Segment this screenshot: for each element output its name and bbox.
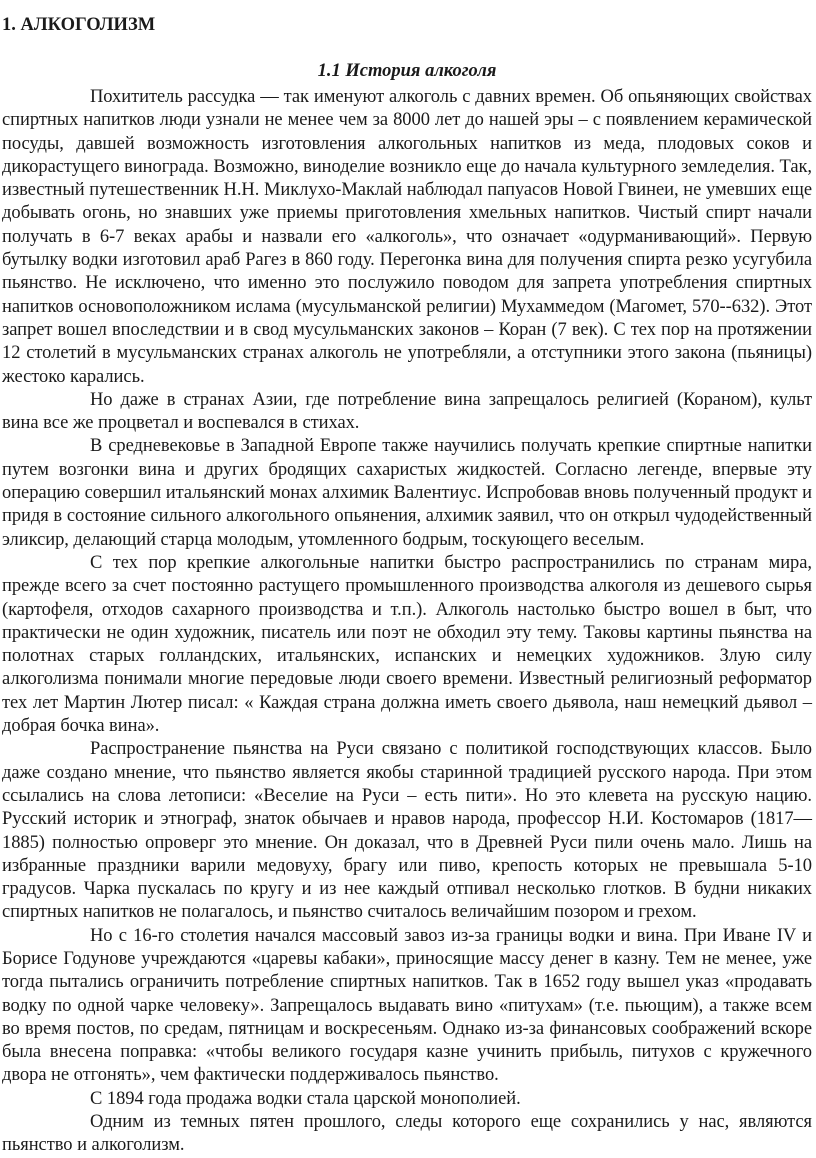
paragraph: В средневековье в Западной Европе также научились получать крепкие спиртные напитки путем возгонки вина и других бродящих сахаристых жидкостей. Согласно легенде, впервые эту операцию совершил итальянский монах алхимик Валентиус. Испробовав вновь полученный продукт и придя в состояние сильного алкогольного опьянения, алхимик заявил, что он открыл чудодейственный эликсир, делающий старца молодым, утомленного бодрым, тоскующего веселым.: [2, 436, 812, 550]
paragraph: Но даже в странах Азии, где потребление вина запрещалось религией (Кораном), культ вина все же процветал и воспевался в стихах.: [2, 389, 812, 434]
paragraph: Но с 16-го столетия начался массовый завоз из-за границы водки и вина. При Иване IV и Борисе Годунове учреждаются «царевы кабаки», приносящие массу денег в казну. Тем не менее, уже тогда пытались ограничить потребление спиртных напитков. Так в 1652 году вышел указ «продавать водку по одной чарке человеку». Запрещалось выдавать вино «питухам» (т.е. пьющим), а также всем во время постов, по средам, пятницам и воскресеньям. Однако из-за финансовых соображений вскоре была внесена поправка: «чтобы великого государя казне учинить прибыль, питухов с кружечного двора не отгонять», чем фактически поддерживалось пьянство.: [2, 925, 812, 1086]
document-page: [2, 0, 812, 1158]
paragraph: С 1894 года продажа водки стала царской монополией.: [90, 1088, 521, 1109]
paragraph: Распространение пьянства на Руси связано с политикой господствующих классов. Было даже создано мнение, что пьянство является якобы старинной традицией русского народа. При этом ссылались на слова летописи: «Веселие на Руси – есть пити». Но это клевета на русскую нацию. Русский историк и этнограф, знаток обычаев и нравов народа, профессор Н.И. Костомаров (1817—1885) полностью опроверг это мнение. Он доказал, что в Древней Руси пили очень мало. Лишь на избранные праздники варили медовуху, брагу или пиво, крепость которых не превышала 5-10 градусов. Чарка пускалась по кругу и из нее каждый отпивал несколько глотков. В будни никаких спиртных напитков не полагалось, и пьянство считалось величайшим позором и грехом.: [2, 739, 812, 923]
paragraph: С тех пор крепкие алкогольные напитки быстро распространились по странам мира, прежде всего за счет постоянно растущего промышленного производства алкоголя из дешевого сырья (картофеля, отходов сахарного производства и т.п.). Алкоголь настолько быстро вошел в быт, что практически не один художник, писатель или поэт не обходил эту тему. Таковы картины пьянства на полотнах старых голландских, итальянских, испанских и немецких художников. Злую силу алкоголизма понимали многие передовые люди своего времени. Известный религиозный реформатор тех лет Мартин Лютер писал: « Каждая страна должна иметь своего дьявола, наш немецкий дьявол – добрая бочка вина».: [2, 552, 812, 737]
chapter-title: 1. АЛКОГОЛИЗМ: [2, 15, 156, 35]
paragraph: Одним из темных пятен прошлого, следы которого еще сохранились у нас, являются пьянство и алкоголизм.: [2, 1112, 812, 1156]
body-text: [2, 86, 812, 1158]
section-title: 1.1 История алкоголя: [317, 61, 497, 81]
paragraph: Похититель рассудка — так именуют алкоголь с давних времен. Об опьяняющих свойствах спиртных напитков люди узнали не менее чем за 8000 лет до нашей эры – с появлением керамической посуды, давшей возможность изготовления алкогольных напитков из меда, плодовых соков и дикорастущего винограда. Возможно, виноделие возникло еще до начала культурного земледелия. Так, известный путешественник Н.Н. Миклухо-Маклай наблюдал папуасов Новой Гвинеи, не умевших еще добывать огонь, но знавших уже приемы приготовления хмельных напитков. Чистый спирт начали получать в 6-7 веках арабы и назвали его «алкоголь», что означает «одурманивающий». Первую бутылку водки изготовил араб Рагез в 860 году. Перегонка вина для получения спирта резко усугубила пьянство. Не исключено, что именно это послужило поводом для запрета употребления спиртных напитков основоположником ислама (мусульманской религии) Мухаммедом (Магомет, 570--632). Этот запрет вошел впоследствии и в свод мусульманских законов – Коран (7 век). С тех пор на протяжении 12 столетий в мусульманских странах алкоголь не употребляли, а отступники этого закона (пьяницы) жестоко карались.: [2, 87, 812, 387]
